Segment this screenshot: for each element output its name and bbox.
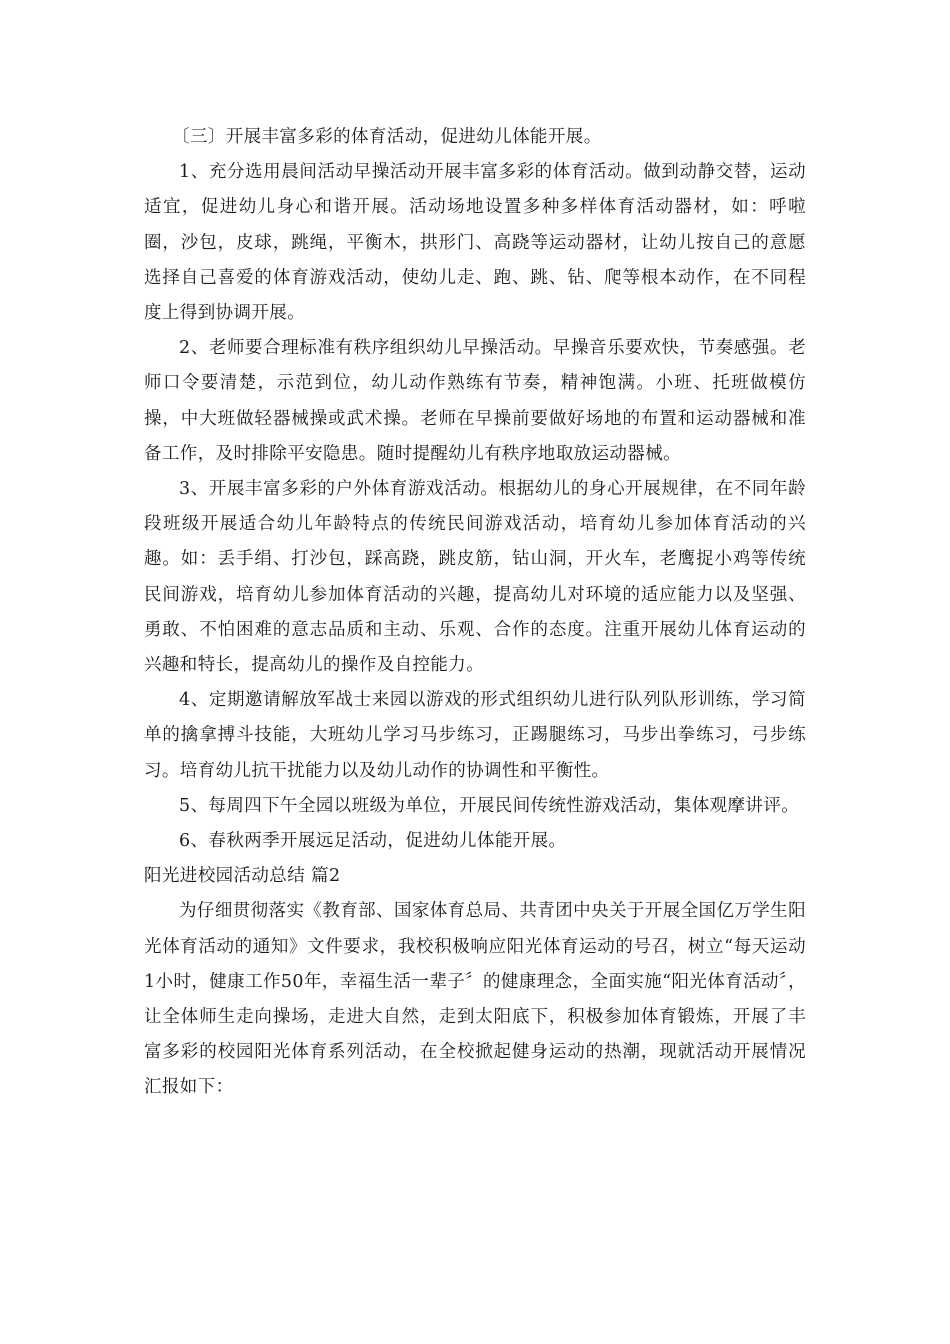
intro-paragraph: 为仔细贯彻落实《教育部、国家体育总局、共青团中央关于开展全国亿万学生阳光体育活动的通知》文件要求，我校积极响应阳光体育运动的号召，树立“每天运动1小时，健康工作50年，幸福生活一辈子〞的健康理念，全面实施“阳光体育活动〞，让全体师生走向操场，走进大自然，走到太阳底下，积极参加体育锻炼，开展了丰富多彩的校园阳光体育系列活动，在全校掀起健身运动的热潮，现就活动开展情况汇报如下： bbox=[144, 901, 806, 1098]
paragraph-item-3: 3、开展丰富多彩的户外体育游戏活动。根据幼儿的身心开展规律，在不同年龄段班级开展适合幼儿年龄特点的传统民间游戏活动，培育幼儿参加体育活动的兴趣。如：丢手绢、打沙包，踩高跷，跳皮筋，钻山洞，开火车，老鹰捉小鸡等传统民间游戏，培育幼儿参加体育活动的兴趣，提高幼儿对环境的适应能力以及坚强、勇敢、不怕困难的意志品质和主动、乐观、合作的态度。注重开展幼儿体育运动的兴趣和特长，提高幼儿的操作及自控能力。 bbox=[144, 479, 806, 676]
paragraph-item-2: 2、老师要合理标准有秩序组织幼儿早操活动。早操音乐要欢快，节奏感强。老师口令要清楚，示范到位，幼儿动作熟练有节奏，精神饱满。小班、托班做模仿操，中大班做轻器械操或武术操。老师在早操前要做好场地的布置和运动器械和准备工作，及时排除平安隐患。随时提醒幼儿有秩序地取放运动器械。 bbox=[144, 338, 806, 464]
paragraph-item-4: 4、定期邀请解放军战士来园以游戏的形式组织幼儿进行队列队形训练，学习简单的擒拿搏斗技能，大班幼儿学习马步练习，正踢腿练习，马步出拳练习，弓步练习。培育幼儿抗干扰能力以及幼儿动作的协调性和平衡性。 bbox=[144, 690, 806, 781]
article-title: 阳光进校园活动总结 篇2 bbox=[144, 866, 341, 887]
paragraph-item-1: 1、充分选用晨间活动早操活动开展丰富多彩的体育活动。做到动静交替，运动适宜，促进幼儿身心和谐开展。活动场地设置多种多样体育活动器材，如：呼啦圈，沙包，皮球，跳绳，平衡木，拱形门、高跷等运动器材，让幼儿按自己的意愿选择自己喜爱的体育游戏活动，使幼儿走、跑、跳、钻、爬等根本动作，在不同程度上得到协调开展。 bbox=[144, 162, 806, 324]
paragraph-item-6: 6、春秋两季开展远足活动，促进幼儿体能开展。 bbox=[179, 831, 567, 852]
document-body bbox=[144, 120, 806, 1106]
section-heading-3: 〔三〕开展丰富多彩的体育活动，促进幼儿体能开展。 bbox=[172, 127, 602, 147]
paragraph-item-5: 5、每周四下午全园以班级为单位，开展民间传统性游戏活动，集体观摩讲评。 bbox=[179, 795, 800, 816]
